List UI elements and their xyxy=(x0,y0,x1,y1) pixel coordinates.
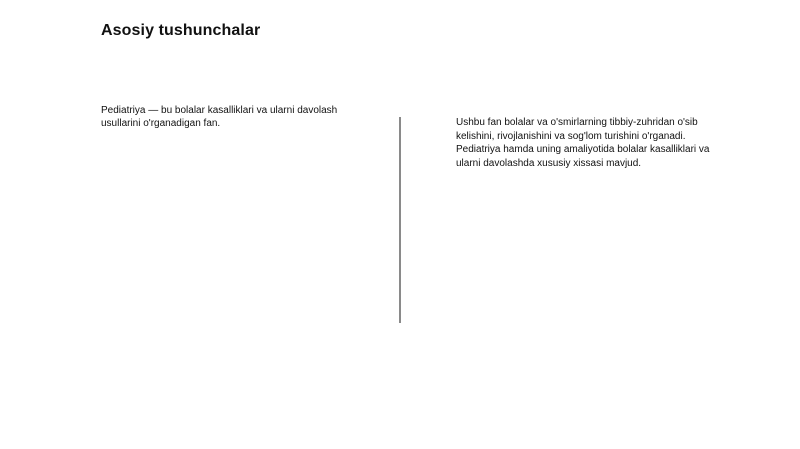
right-column-text: Ushbu fan bolalar va o'smirlarning tibbiy-zuhridan o'sib kelishini, rivojlanishini va sog'lom turishini o'rganadi. Pediatriya hamda uning amaliyotida bolalar kasalliklari va ularni davolashda xususiy xissasi mavjud. xyxy=(456,117,710,169)
column-divider xyxy=(399,117,401,323)
left-column-text: Pediatriya — bu bolalar kasalliklari va ularni davolash usullarini o'rganadigan fan. xyxy=(101,105,338,129)
slide-title: Asosiy tushunchalar xyxy=(101,22,261,39)
